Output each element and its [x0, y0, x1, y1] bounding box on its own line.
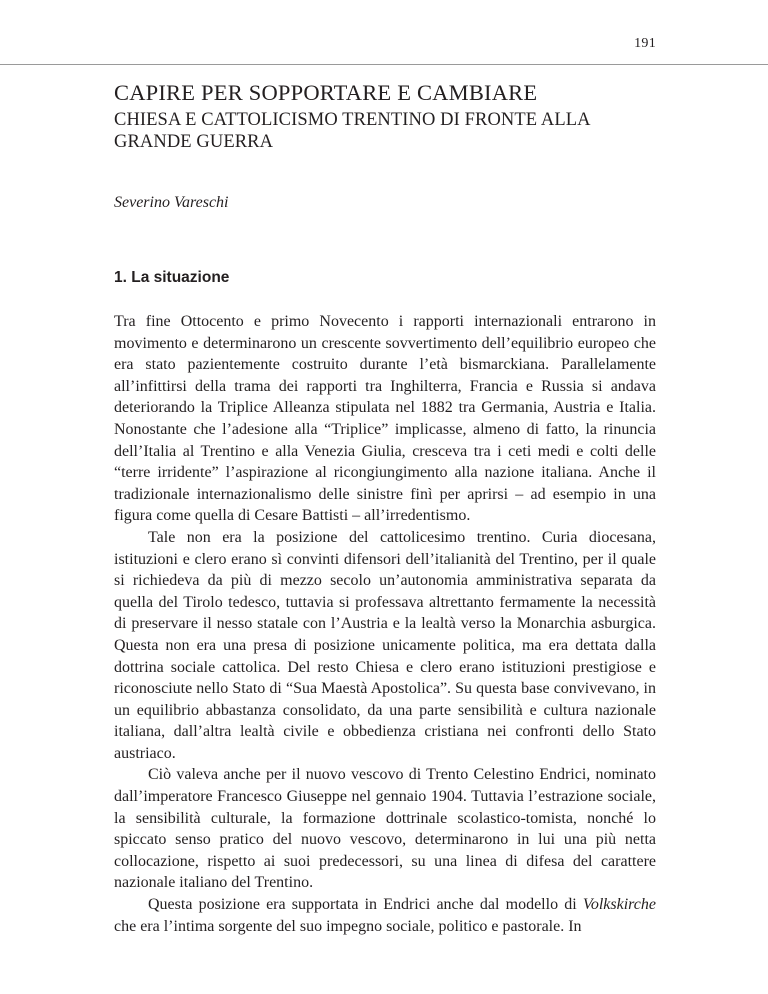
- article-content: [114, 80, 656, 937]
- paragraph-4: [114, 894, 656, 937]
- paragraph-4-emphasis: Volkskirche: [582, 896, 656, 914]
- paragraph-3: Ciò valeva anche per il nuovo vescovo di Trento Celestino Endrici, nominato dall’imperatore Francesco Giuseppe nel gennaio 1904. Tuttavia l’estrazione sociale, la sensibilità culturale, la formazione dottrinale scolastico-tomista, nonché lo spiccato senso pratico del nuovo vescovo, determinarono in lui una più netta collocazione, rispetto ai suoi predecessori, su una linea di difesa del carattere nazionale italiano del Trentino.: [114, 766, 656, 892]
- paragraph-4-start: Questa posizione era supportata in Endrici anche dal modello di: [148, 896, 583, 914]
- paragraph-1: Tra fine Ottocento e primo Novecento i rapporti internazionali entrarono in movimento e determinarono un crescente sovvertimento dell’equilibrio europeo che era stato pazientemente costruito durante l’età bismarckiana. Parallelamente all’infittirsi della trama dei rapporti tra Inghilterra, Francia e Russia si andava deteriorando la Triplice Alleanza stipulata nel 1882 tra Germania, Austria e Italia. Nonostante che l’adesione alla “Triplice” implicasse, almeno di fatto, la rinuncia dell’Italia al Trentino e alla Venezia Giulia, cresceva tra i ceti medi e colti delle “terre irridente” l’aspirazione al ricongiungimento alla nazione italiana. Anche il tradizionale internazionalismo delle sinistre finì per aprirsi – ad esempio in una figura come quella di Cesare Battisti – all’irredentismo.: [114, 313, 656, 525]
- article-title: CAPIRE PER SOPPORTARE E CAMBIARE: [114, 80, 538, 105]
- header-rule: [0, 64, 768, 65]
- paragraph-2: Tale non era la posizione del cattolicesimo trentino. Curia diocesana, istituzioni e clero erano sì convinti difensori dell’italianità del Trentino, per il quale si richiedeva da più di mezzo secolo un’autonomia amministrativa separata da quella del Tirolo tedesco, tuttavia si professava altrettanto fermamente la necessità di preservare il nesso statale con l’Austria e la lealtà verso la Monarchia asburgica. Questa non era una presa di posizione unicamente politica, ma era dettata dalla dottrina sociale cattolica. Del resto Chiesa e clero erano istituzioni prestigiose e riconosciute nello Stato di “Sua Maestà Apostolica”. Su questa base convivevano, in un equilibrio abbastanza consolidato, da una parte sensibilità e cultura nazionale italiana, dall’altra lealtà civile e obbedienza cristiana nei confronti dello Stato austriaco.: [114, 528, 656, 762]
- article-subtitle: CHIESA E CATTOLICISMO TRENTINO DI FRONTE ALLA GRANDE GUERRA: [114, 110, 590, 152]
- paragraph-4-end: che era l’intima sorgente del suo impegno sociale, politico e pastorale. In: [114, 917, 582, 935]
- body-text: [114, 311, 656, 937]
- article-author: Severino Vareschi: [114, 194, 229, 211]
- page-number: 191: [634, 36, 656, 51]
- section-heading: 1. La situazione: [114, 269, 230, 286]
